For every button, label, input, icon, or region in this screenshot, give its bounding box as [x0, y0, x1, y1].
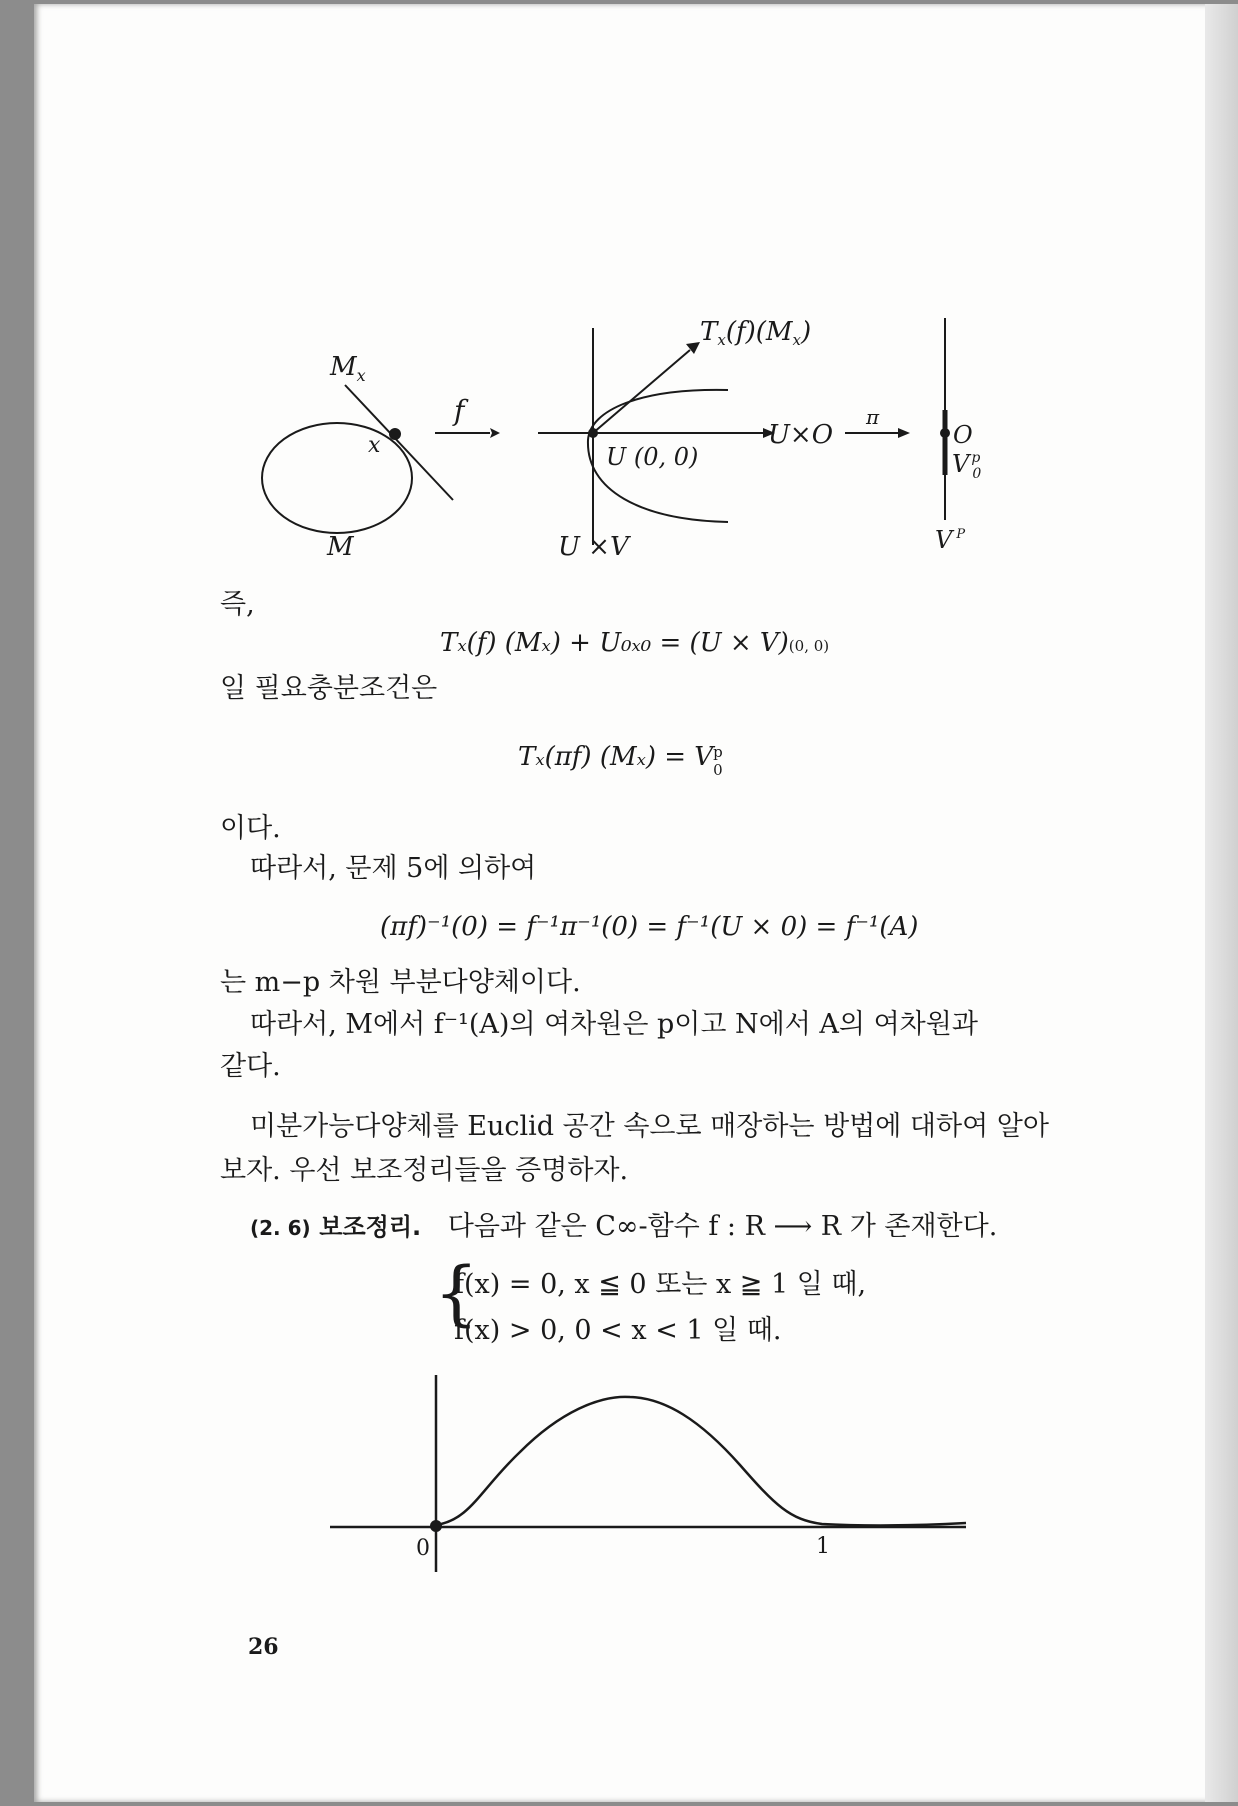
page-number: 26 [248, 1634, 279, 1660]
label-Tx-x: x [717, 331, 726, 349]
arrow-pi-head [898, 428, 910, 438]
origin-point [588, 428, 598, 438]
equation-2-sup: p [713, 743, 723, 761]
label-f: f [454, 394, 465, 427]
equation-1-text: Tₓ(f) (Mₓ) + U₀ₓ₀ = (U × V) [440, 628, 789, 658]
equation-2-sub: 0 [713, 761, 723, 779]
equation-3: (πf)⁻¹(0) = f⁻¹π⁻¹(0) = f⁻¹(U × 0) = f⁻¹(A) [380, 912, 919, 942]
equation-2 [518, 742, 725, 779]
label-Mx [329, 352, 366, 385]
point-x [389, 428, 401, 440]
ida-line: 이다. [220, 813, 281, 844]
origin-dot [430, 1520, 442, 1532]
label-Tx-rest: (f)(M [725, 317, 793, 347]
lemma-line [250, 1210, 997, 1245]
label-Vp [935, 526, 965, 554]
label-UxV: U ×V [558, 532, 629, 562]
paragraph-line-2: 보자. 우선 보조정리들을 증명하자. [220, 1155, 629, 1186]
manifold-ellipse [262, 423, 412, 533]
cases-brace: { [434, 1252, 479, 1334]
label-Mx-main: M [330, 352, 357, 382]
label-Tx: Tx(f)(Mx) [700, 317, 812, 349]
equation-1-sub: (0, 0) [788, 637, 830, 655]
label-V0p-sup: p [971, 450, 981, 466]
label-x: x [368, 433, 381, 458]
label-Tx-main: T [700, 317, 718, 347]
bump-curve [436, 1397, 966, 1526]
case-1: f(x) = 0, x ≦ 0 또는 x ≧ 1 일 때, [454, 1269, 867, 1300]
equation-2-text: Tₓ(πf) (Mₓ) = V [518, 742, 714, 772]
label-Vp-main: V [935, 526, 953, 554]
lemma-number: (2. 6) [250, 1216, 311, 1240]
label-O: O [953, 421, 973, 449]
paragraph-line-1: 미분가능다양체를 Euclid 공간 속으로 매장하는 방법에 대하여 알아 [250, 1111, 1049, 1142]
equation-1 [440, 628, 829, 658]
label-V0p-main: V [952, 450, 970, 478]
label-U00: U (0, 0) [606, 443, 699, 471]
tick-1: 1 [816, 1534, 830, 1559]
jeuk: 즉, [220, 589, 255, 620]
point-O [940, 428, 950, 438]
condition-line: 일 필요충분조건은 [220, 673, 438, 704]
label-UxO: U×O [768, 420, 834, 450]
bump-function-graph [0, 1360, 1238, 1590]
submanifold-line: 는 m−p 차원 부분다양체이다. [220, 967, 581, 998]
label-V0p-sub: 0 [972, 466, 982, 482]
label-Mx-sub: x [356, 366, 366, 385]
same-line: 같다. [220, 1051, 281, 1082]
label-pi: π [866, 405, 880, 429]
label-V0p [952, 450, 981, 482]
manifold-diagram [0, 0, 1238, 600]
arrow-f-head [490, 428, 500, 438]
label-Vp-sup: P [956, 527, 966, 542]
codimension-line: 따라서, M에서 f⁻¹(A)의 여차원은 p이고 N에서 A의 여차원과 [250, 1009, 978, 1040]
lemma-body: 다음과 같은 C∞-함수 f : R ⟶ R 가 존재한다. [447, 1211, 998, 1242]
ttaraseo-line-1: 따라서, 문제 5에 의하여 [250, 853, 537, 884]
case-2: f(x) > 0, 0 < x < 1 일 때. [454, 1315, 782, 1346]
label-Tx-sub: x [792, 331, 801, 349]
lemma-title: 보조정리. [319, 1213, 422, 1241]
tangent-line [345, 385, 453, 500]
label-M: M [327, 532, 354, 562]
tick-0: 0 [416, 1536, 430, 1561]
